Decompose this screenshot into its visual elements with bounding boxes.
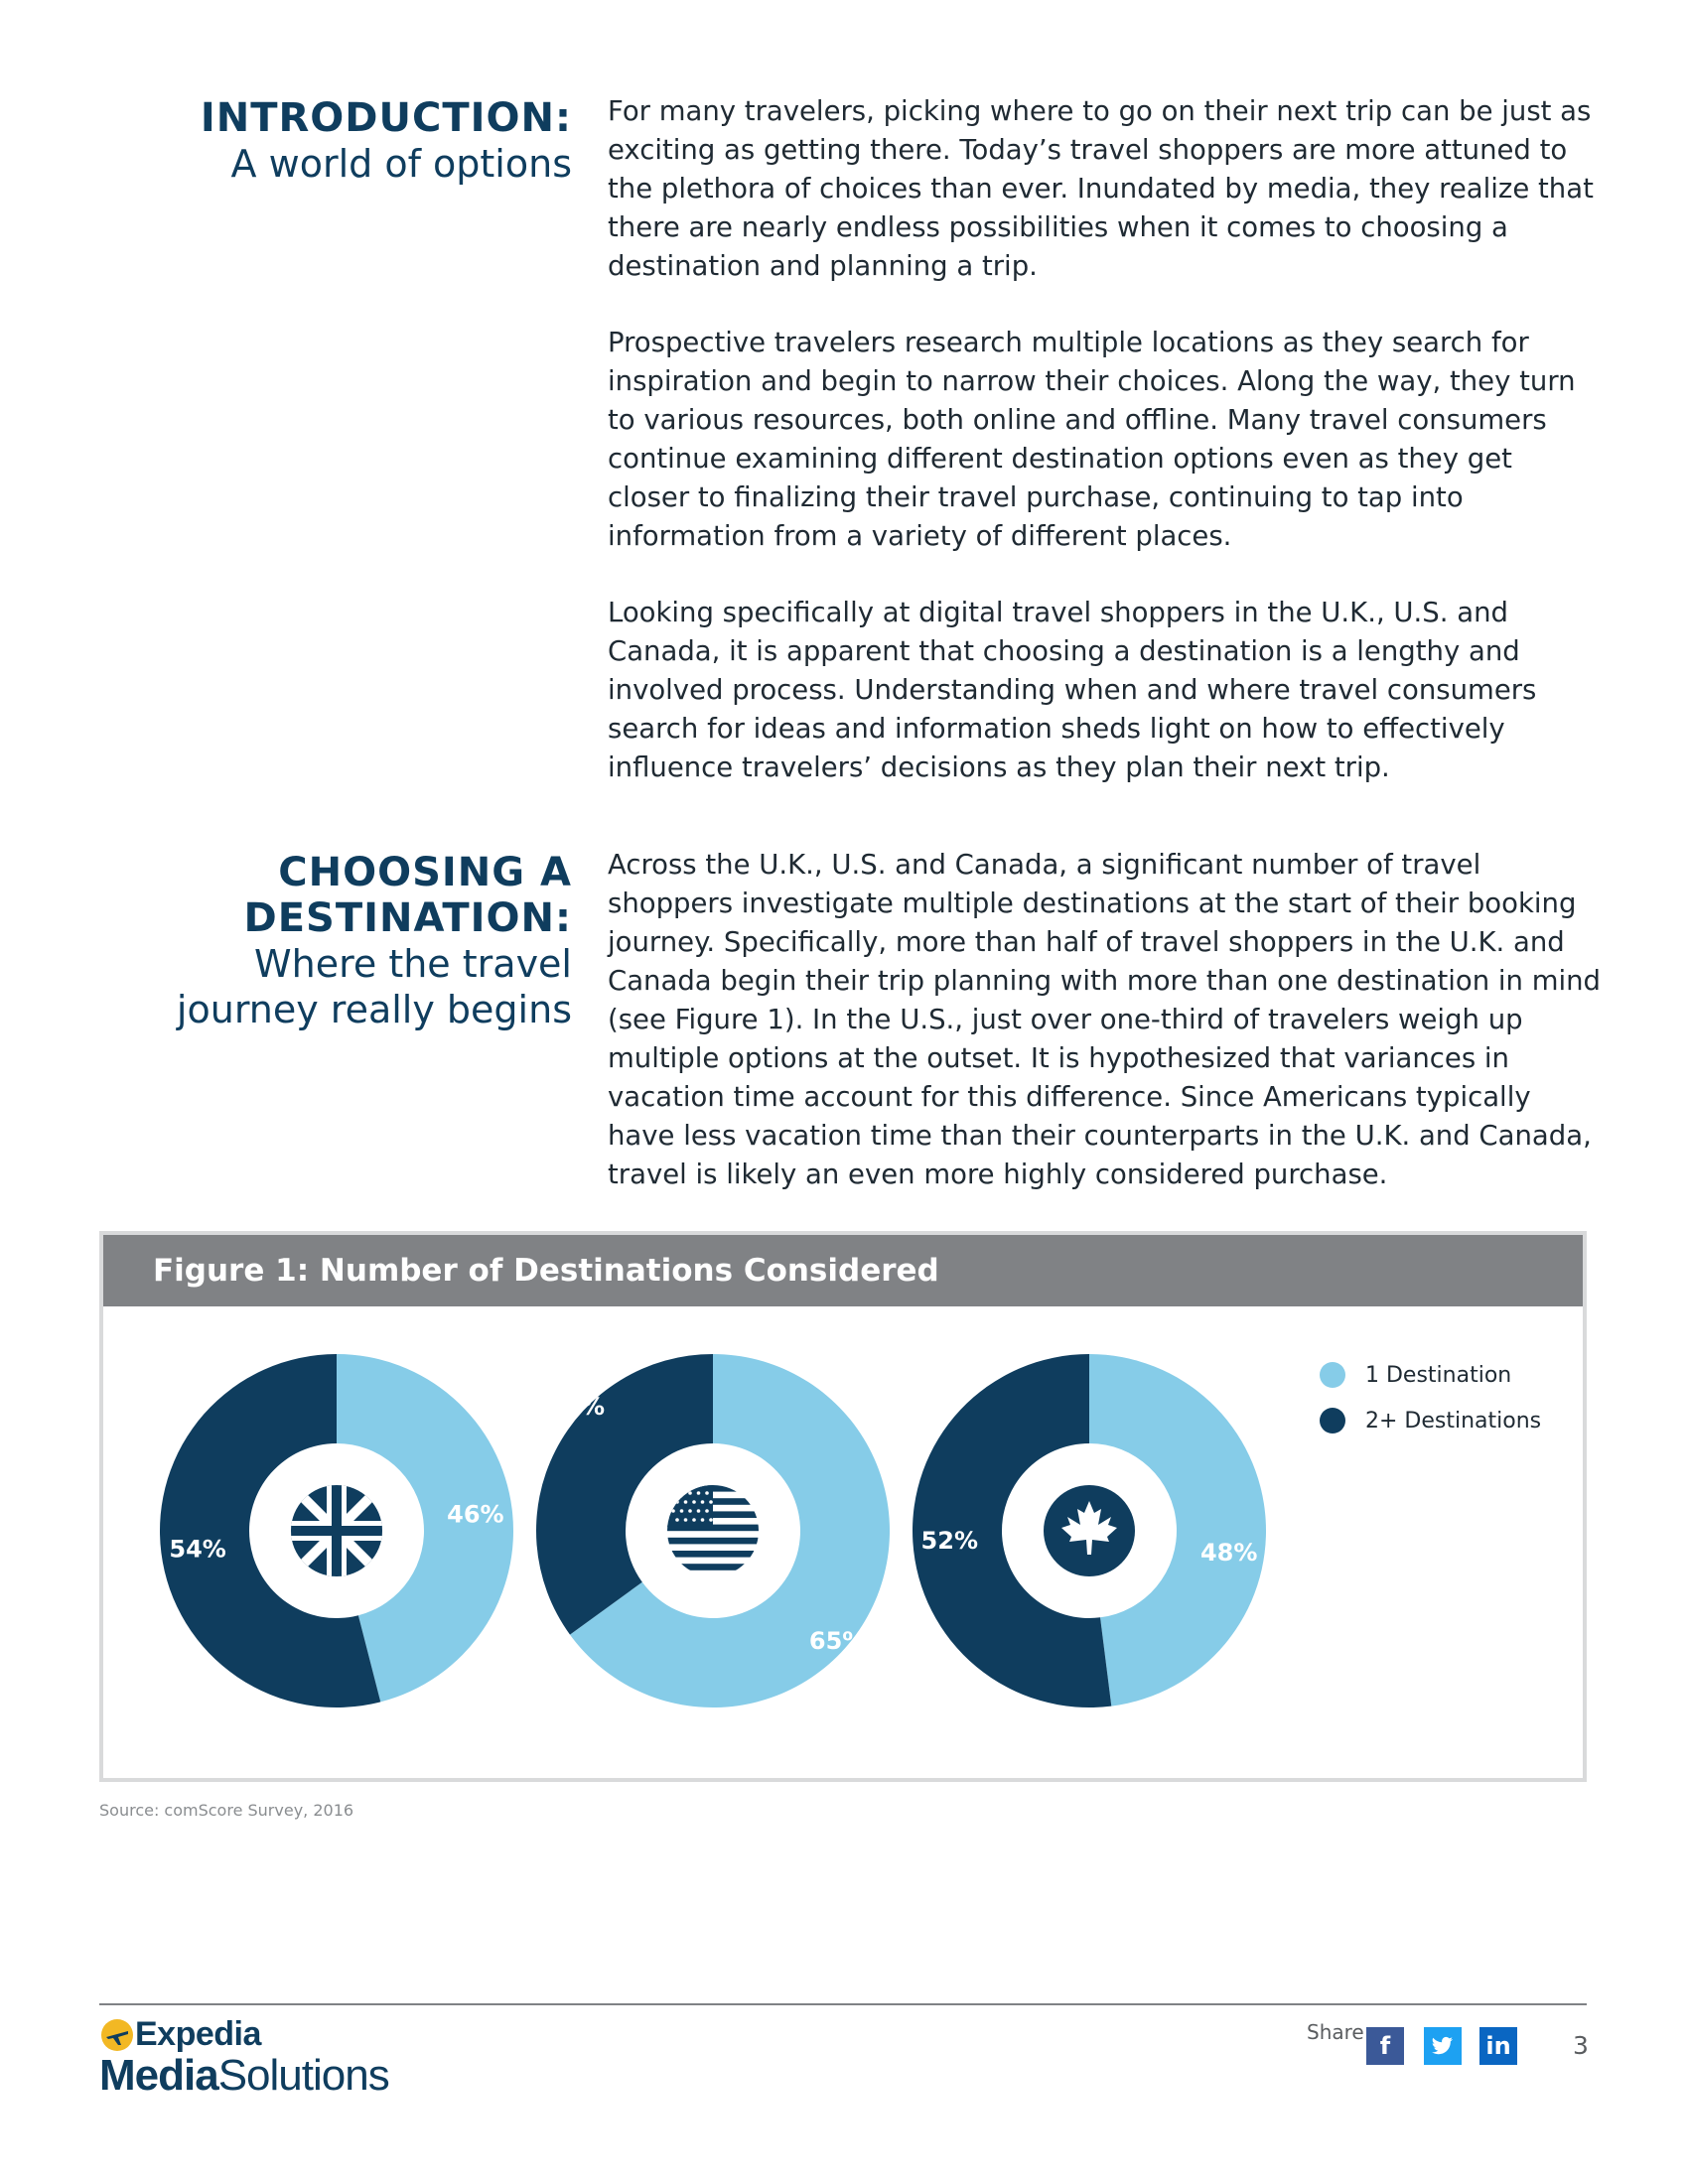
donut-uk bbox=[160, 1354, 513, 1707]
choosing-body bbox=[608, 846, 1601, 1232]
expedia-plane-icon bbox=[99, 2017, 135, 2053]
choosing-subheading-line1: Where the travel bbox=[254, 942, 572, 986]
intro-subheading: A world of options bbox=[230, 142, 572, 186]
chart-legend bbox=[1320, 1352, 1541, 1443]
twitter-icon bbox=[1424, 2027, 1462, 2065]
intro-paragraph: For many travelers, picking where to go on their next trip can be just as exciting as getting there. Today’s travel shoppers are more attuned to the plethora of choices than ever. Inundated by media, they realize that there are nearly endless possibilities when it comes to choosing a destination and planning a trip. bbox=[608, 95, 1594, 282]
linkedin-icon: in bbox=[1485, 2032, 1511, 2060]
slice-value-label: 46% bbox=[447, 1500, 504, 1529]
donut-us bbox=[536, 1354, 890, 1707]
intro-paragraph: Looking specifically at digital travel shoppers in the U.K., U.S. and Canada, it is apparent that choosing a destination is a lengthy and involved process. Understanding when and where travel consumers search for ideas and information sheds light on how to effectively influence travelers’ decisions as they plan their next trip. bbox=[608, 597, 1537, 783]
donut-canada bbox=[913, 1354, 1266, 1707]
uk-flag-icon bbox=[287, 1481, 386, 1580]
linkedin-share-button[interactable] bbox=[1479, 2027, 1517, 2065]
footer-divider bbox=[99, 2003, 1587, 2005]
share-label: Share bbox=[1307, 2020, 1364, 2044]
choosing-paragraph: Across the U.K., U.S. and Canada, a significant number of travel shoppers investigate multiple destinations at the start of their booking journey. Specifically, more than half of travel shoppers in the U.K. and Canada begin their trip planning with more than one destination in mind (see Figure 1). In the U.S., just over one-third of travelers weigh up multiple options at the outset. It is hypothesized that variances in vacation time account for this difference. Since Americans typically have less vacation time than their counterparts in the U.K. and Canada, travel is likely an even more highly considered purchase. bbox=[608, 849, 1602, 1190]
choosing-subheading-line2: journey really begins bbox=[176, 988, 572, 1031]
slice-value-label: 54% bbox=[169, 1535, 226, 1564]
legend-item-2plus-destinations bbox=[1320, 1398, 1541, 1443]
canada-maple-leaf-icon bbox=[1044, 1485, 1135, 1576]
slice-value-label: 48% bbox=[1199, 1539, 1258, 1568]
figure-1 bbox=[99, 1231, 1587, 1782]
choosing-kicker-line2: DESTINATION: bbox=[243, 895, 572, 941]
logo-text-media: Media bbox=[99, 2051, 218, 2100]
logo-text-expedia: Expedia bbox=[135, 2015, 261, 2053]
slice-value-label: 52% bbox=[920, 1526, 979, 1555]
legend-label: 2+ Destinations bbox=[1365, 1408, 1542, 1433]
logo-text-mediasolutions bbox=[99, 2051, 389, 2101]
choosing-kicker-line1: CHOOSING A bbox=[278, 850, 572, 895]
intro-heading bbox=[201, 95, 572, 187]
facebook-icon: f bbox=[1379, 2032, 1391, 2060]
figure-source: Source: comScore Survey, 2016 bbox=[99, 1801, 354, 1820]
slice-value-label: 65% bbox=[808, 1627, 867, 1656]
intro-paragraph: Prospective travelers research multiple locations as they search for inspiration and begin to narrow their choices. Along the way, they turn to various resources, both online and offline. Many travel consumers continue examining different destination options even as they get closer to finalizing their travel purchase, continuing to tap into information from a variety of different places. bbox=[608, 327, 1576, 552]
page-number: 3 bbox=[1573, 2031, 1589, 2060]
legend-label: 1 Destination bbox=[1365, 1362, 1512, 1388]
legend-swatch-1-destination bbox=[1320, 1362, 1345, 1388]
intro-body bbox=[608, 92, 1601, 825]
twitter-share-button[interactable] bbox=[1424, 2027, 1462, 2065]
choosing-heading bbox=[177, 850, 572, 1032]
legend-swatch-2plus-destinations bbox=[1320, 1408, 1345, 1433]
figure-title: Figure 1: Number of Destinations Considered bbox=[103, 1235, 1583, 1306]
facebook-share-button[interactable] bbox=[1366, 2027, 1404, 2065]
us-flag-icon bbox=[663, 1481, 763, 1580]
logo-text-solutions: Solutions bbox=[217, 2051, 389, 2100]
slice-value-label: 35% bbox=[547, 1392, 606, 1421]
intro-kicker: INTRODUCTION: bbox=[200, 95, 572, 141]
legend-item-1-destination bbox=[1320, 1352, 1541, 1398]
